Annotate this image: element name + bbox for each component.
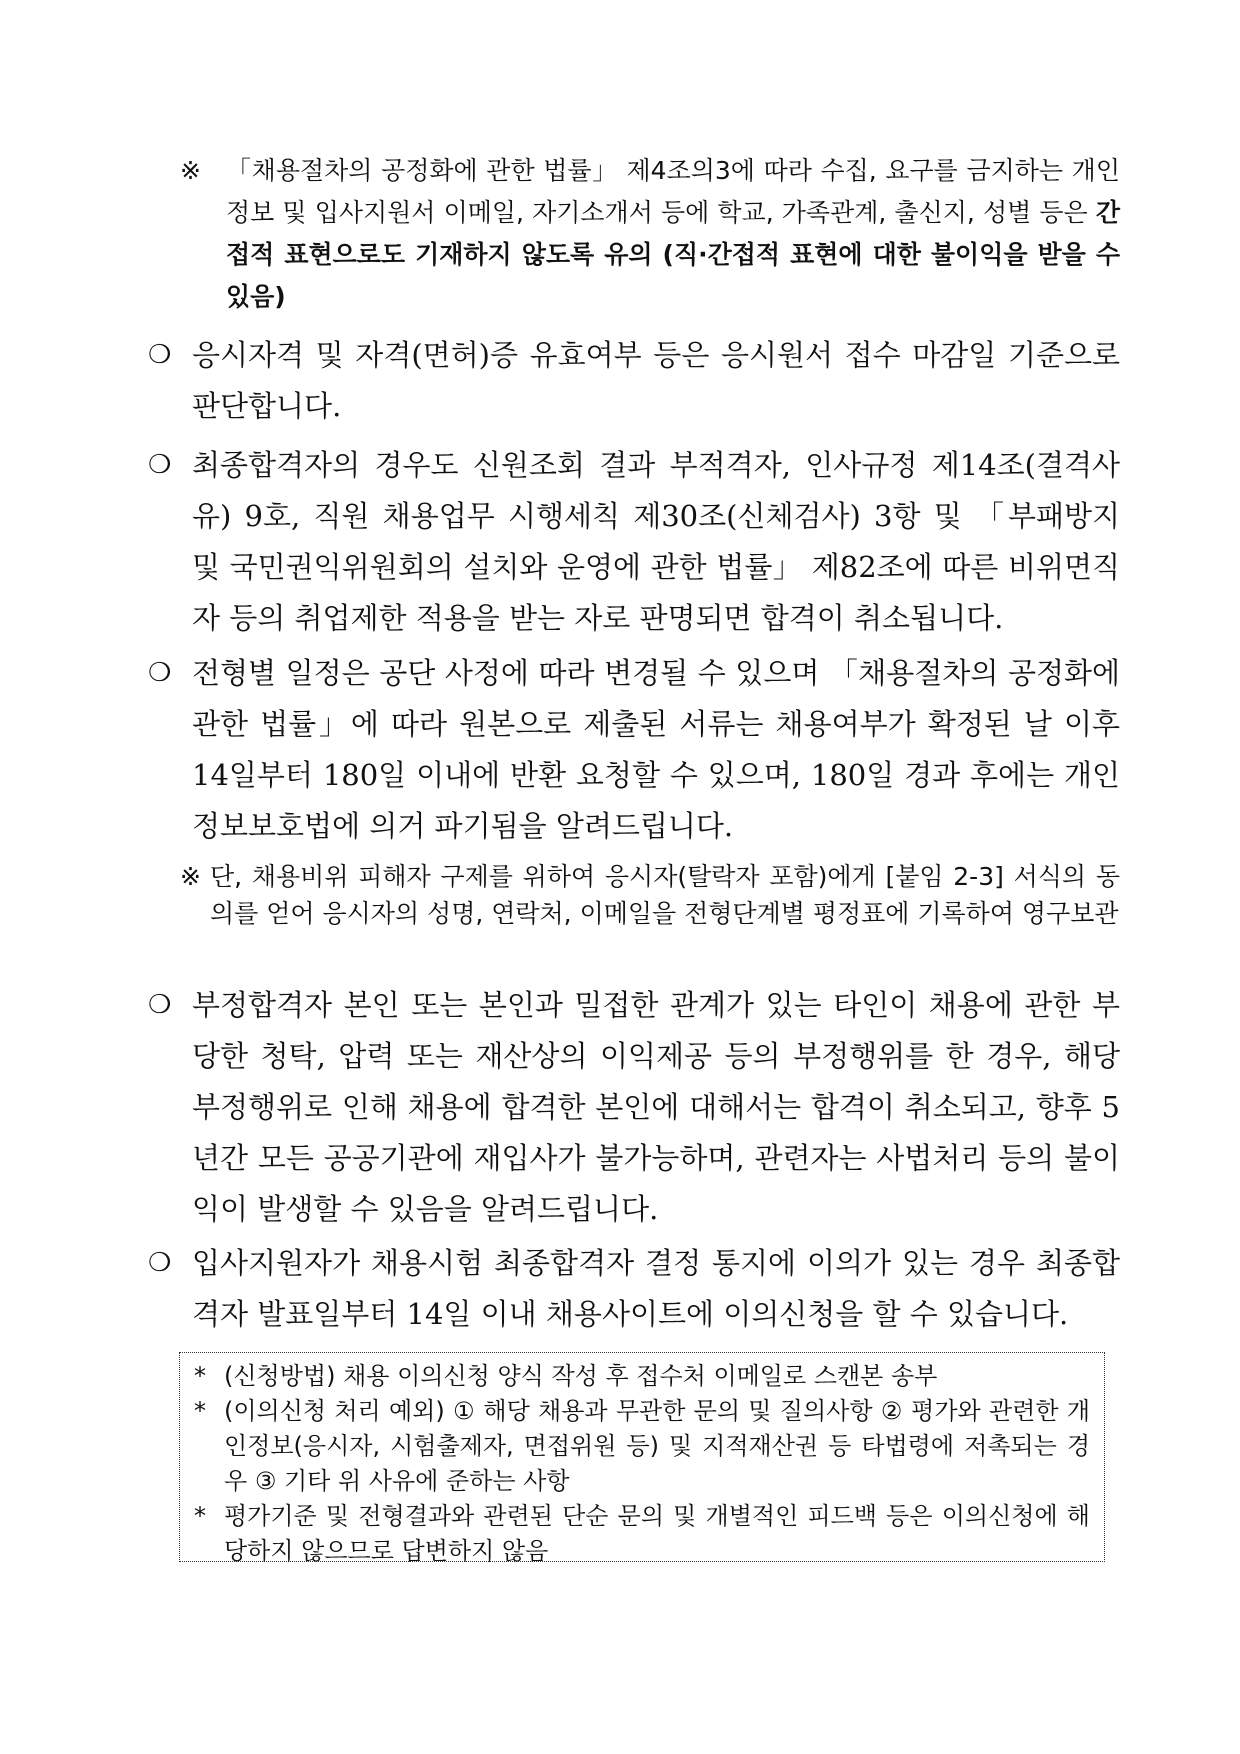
box-line-text: (이의신청 처리 예외) ① 해당 채용과 무관한 문의 및 질의사항 ② 평가와 관련한 개인정보(응시자, 시험출제자, 면접위원 등) 및 지적재산권 등 타법령에 저촉되는 경우 ③ 기타 위 사유에 준하는 사항 (224, 1397, 1090, 1495)
privacy-note (180, 150, 1120, 318)
asterisk-mark: * (194, 1362, 206, 1390)
reference-mark: ※ (180, 862, 201, 891)
box-line (194, 1394, 1090, 1499)
circle-bullet-icon: ❍ (148, 990, 172, 1020)
asterisk-mark: * (194, 1397, 206, 1425)
objection-details-box (179, 1352, 1105, 1565)
item-text: 부정합격자 본인 또는 본인과 밀접한 관계가 있는 타인이 채용에 관한 부당한 청탁, 압력 또는 재산상의 이익제공 등의 부정행위를 한 경우, 해당 부정행위로 인해 채용에 합격한 본인에 대해서는 합격이 취소되고, 향후 5년간 모든 공공기관에 재입사가 불가능하며, 관련자는 사법처리 등의 불이익이 발생할 수 있음을 알려드립니다. (192, 988, 1120, 1226)
asterisk-mark: * (194, 1502, 206, 1530)
box-line (194, 1499, 1090, 1569)
item-final-pass-cancellation (148, 440, 1120, 644)
item-text: 전형별 일정은 공단 사정에 따라 변경될 수 있으며 「채용절차의 공정화에 관한 법률」에 따라 원본으로 제출된 서류는 채용여부가 확정된 날 이후 14일부터 180일 이내에 반환 요청할 수 있으며, 180일 경과 후에는 개인정보보호법에 의거 파기됨을 알려드립니다. (192, 656, 1120, 843)
item-text: 최종합격자의 경우도 신원조회 결과 부적격자, 인사규정 제14조(결격사유) 9호, 직원 채용업무 시행세칙 제30조(신체검사) 3항 및 「부패방지 및 국민권익위원회의 설치와 운영에 관한 법률」 제82조에 따른 비위면직자 등의 취업제한 적용을 받는 자로 판명되면 합격이 취소됩니다. (192, 448, 1120, 635)
privacy-note-bold: 간접적 표현으로도 기재하지 않도록 유의 (직·간접적 표현에 대한 불이익을 받을 수 있음) (226, 198, 1120, 311)
circle-bullet-icon: ❍ (148, 340, 172, 370)
item-fraudulent-pass (148, 980, 1120, 1235)
item-text: 입사지원자가 채용시험 최종합격자 결정 통지에 이의가 있는 경우 최종합격자 발표일부터 14일 이내 채용사이트에 이의신청을 할 수 있습니다. (192, 1246, 1120, 1331)
circle-bullet-icon: ❍ (148, 450, 172, 480)
privacy-note-plain: 「채용절차의 공정화에 관한 법률」 제4조의3에 따라 수집, 요구를 금지하는 개인정보 및 입사지원서 이메일, 자기소개서 등에 학교, 가족관계, 출신지, 성별 등은 (226, 156, 1120, 227)
victim-relief-note-text: 단, 채용비위 피해자 구제를 위하여 응시자(탈락자 포함)에게 [붙임 2-3] 서식의 동의를 얻어 응시자의 성명, 연락처, 이메일을 전형단계별 평정표에 기록하여 영구보관 (210, 862, 1120, 928)
item-qualification (148, 330, 1120, 432)
victim-relief-note (180, 858, 1120, 932)
box-line-text: 평가기준 및 전형결과와 관련된 단순 문의 및 개별적인 피드백 등은 이의신청에 해당하지 않으므로 답변하지 않음 (224, 1502, 1090, 1565)
reference-mark: ※ (180, 156, 201, 185)
box-line (194, 1359, 1090, 1394)
item-text: 응시자격 및 자격(면허)증 유효여부 등은 응시원서 접수 마감일 기준으로 판단합니다. (192, 338, 1120, 423)
box-line-text: (신청방법) 채용 이의신청 양식 작성 후 접수처 이메일로 스캔본 송부 (224, 1362, 938, 1390)
circle-bullet-icon: ❍ (148, 1248, 172, 1278)
circle-bullet-icon: ❍ (148, 658, 172, 688)
privacy-note-text (180, 150, 1120, 318)
item-objection (148, 1238, 1120, 1340)
item-schedule-documents (148, 648, 1120, 852)
